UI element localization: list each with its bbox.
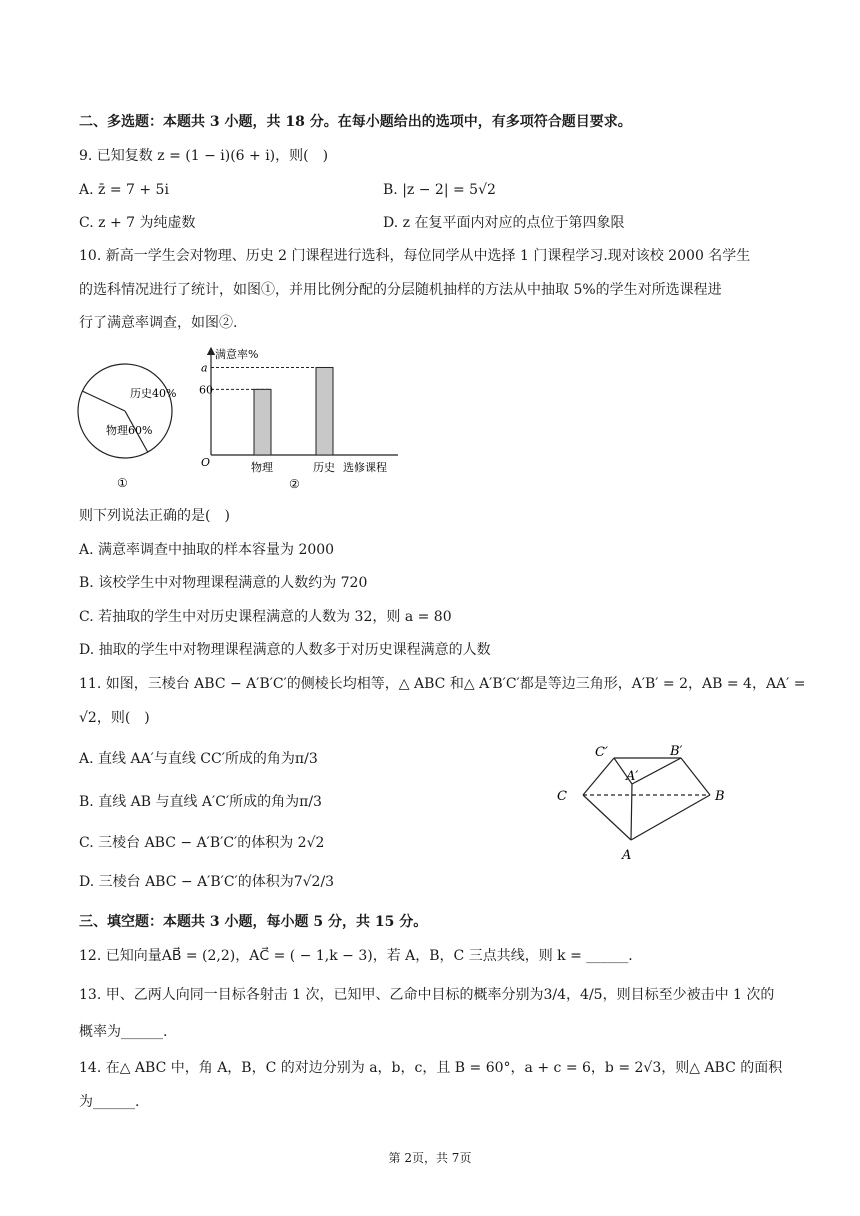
- vertex-label-a: A: [622, 848, 632, 863]
- y-tick-label-60: 60: [199, 383, 213, 397]
- y-axis-label: 满意率%: [215, 348, 259, 361]
- bar-history: [316, 367, 333, 455]
- origin-label: O: [201, 456, 211, 469]
- section3-header: 三、填空题：本题共 3 小题，每小题 5 分，共 15 分。: [79, 914, 428, 930]
- bar-physics: [254, 389, 271, 455]
- edge-b1a1: [632, 758, 681, 784]
- pie-divider-history: [82, 391, 125, 411]
- bar-figure: [195, 344, 405, 492]
- q11-line2: √2，则( ): [79, 710, 150, 726]
- section2-header: 二、多选题：本题共 3 小题，共 18 分。在每小题给出的选项中，有多项符合题目要求。: [79, 114, 632, 130]
- q11-option-a: A. 直线 AA′与直线 CC′所成的角为π/3: [79, 751, 318, 767]
- edge-b1b: [681, 758, 710, 795]
- q9-option-b: B. |z − 2| = 5√2: [383, 182, 496, 198]
- q10-line3: 行了满意率调查，如图②.: [79, 315, 238, 331]
- x-axis-label: 选修课程: [343, 461, 387, 474]
- q11-option-c: C. 三棱台 ABC − A′B′C′的体积为 2√2: [79, 835, 325, 851]
- vertex-label-b: B: [715, 789, 725, 804]
- q10-line2: 的选科情况进行了统计，如图①，并用比例分配的分层随机抽样的方法从中抽取 5%的学生对所选课程进: [79, 282, 722, 298]
- vertex-label-b1: B′: [670, 744, 683, 759]
- q10-question: 则下列说法正确的是( ): [79, 508, 230, 524]
- fig1-caption: ①: [117, 476, 128, 490]
- q9-option-c: C. z + 7 为纯虚数: [79, 215, 196, 231]
- y-tick-label-a: a: [201, 361, 208, 375]
- q9-option-d: D. z 在复平面内对应的点位于第四象限: [383, 215, 625, 231]
- q10-option-c: C. 若抽取的学生中对历史课程满意的人数为 32，则 a = 80: [79, 609, 452, 625]
- vertex-label-a1: A′: [626, 769, 639, 784]
- pie-slice-label-physics: 物理60%: [106, 424, 153, 437]
- q13-line1: 13. 甲、乙两人向同一目标各射击 1 次，已知甲、乙命中目标的概率分别为3/4，4/5，则目标至少被击中 1 次的: [79, 987, 775, 1003]
- q10-option-a: A. 满意率调查中抽取的样本容量为 2000: [79, 542, 335, 558]
- q11-option-b: B. 直线 AB 与直线 A′C′所成的角为π/3: [79, 794, 322, 810]
- q11-line1: 11. 如图，三棱台 ABC − A′B′C′的侧棱长均相等，△ ABC 和△ A′B′C′都是等边三角形，A′B′ = 2，AB = 4，AA′ =: [79, 676, 806, 692]
- pie-figure: [72, 356, 182, 492]
- vertex-label-c: C: [557, 789, 567, 804]
- pie-slice-label-history: 历史40%: [130, 387, 177, 400]
- x-category-label-history: 历史: [313, 461, 335, 474]
- q11-option-d: D. 三棱台 ABC − A′B′C′的体积为7√2/3: [79, 874, 335, 890]
- q10-line1: 10. 新高一学生会对物理、历史 2 门课程进行选科，每位同学从中选择 1 门课程学习.现对该校 2000 名学生: [79, 248, 751, 264]
- fig2-caption: ②: [289, 477, 300, 491]
- q10-option-b: B. 该校学生中对物理课程满意的人数约为 720: [79, 575, 368, 591]
- q9-option-a: A. z̄ = 7 + 5i: [79, 182, 169, 198]
- q9-stem: 9. 已知复数 z = (1 − i)(6 + i)，则( ): [79, 148, 329, 164]
- edge-a1a: [631, 784, 632, 840]
- q13-line2: 概率为______.: [79, 1024, 168, 1040]
- edge-cc1: [583, 758, 614, 795]
- q14-line1: 14. 在△ ABC 中，角 A，B，C 的对边分别为 a，b，c，且 B = 60°，a + c = 6，b = 2√3，则△ ABC 的面积: [79, 1060, 783, 1076]
- edge-ab: [631, 795, 710, 840]
- edge-ca: [583, 795, 631, 840]
- frustum-figure: [548, 738, 748, 864]
- q14-line2: 为______.: [79, 1094, 140, 1110]
- q12-text: 12. 已知向量AB⃗ = (2,2)，AC⃗ = ( − 1,k − 3)，若 A，B，C 三点共线，则 k = ______.: [79, 948, 633, 964]
- x-category-label-physics: 物理: [251, 461, 273, 474]
- page-footer: 第 2页，共 7页: [388, 1151, 472, 1165]
- vertex-label-c1: C′: [595, 745, 608, 760]
- q10-option-d: D. 抽取的学生中对物理课程满意的人数多于对历史课程满意的人数: [79, 642, 491, 658]
